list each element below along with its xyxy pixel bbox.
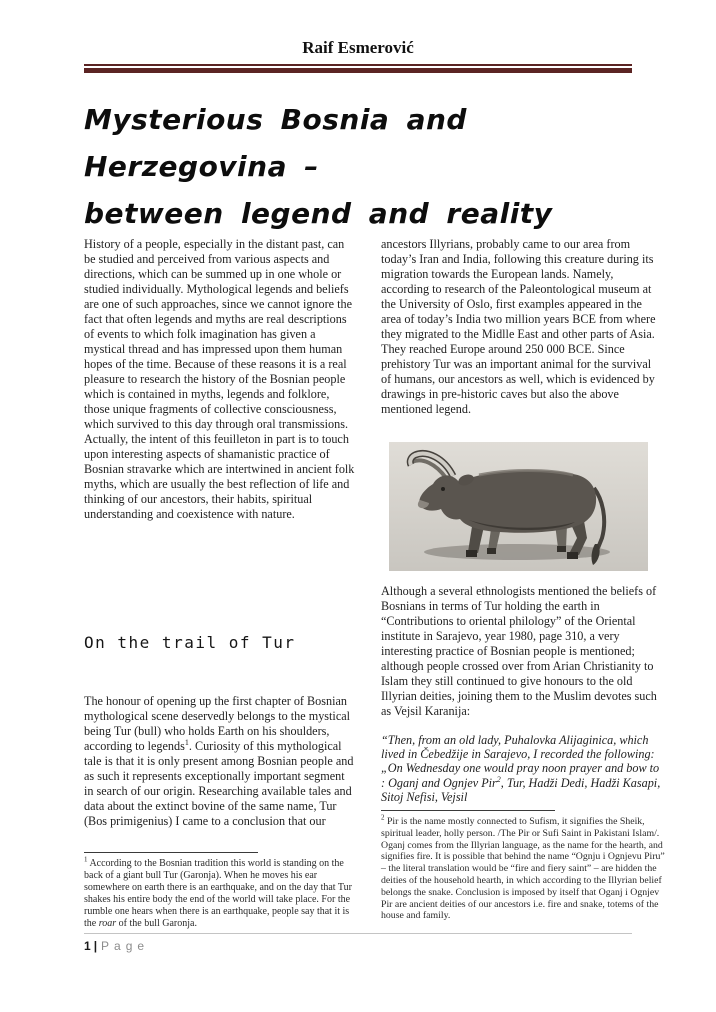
header-accent-rule [84, 64, 632, 73]
paragraph-text: . Curiosity of this mythological tale is that it is only present among Bosnian people and as such it represents exceptionally important segment in search of our origin. Researching available tales and data about the extinct bovine of the same name, Tur (Bos primigenius) I came to a conclusion that our [84, 739, 354, 828]
footnote-reference-1: 1 [184, 737, 189, 747]
footnote-1-marker: 1 [84, 855, 88, 864]
page-number: 1 [84, 939, 91, 953]
right-column-paragraph-1: ancestors Illyrians, probably came to our area from today’s Iran and India, following this creature during its migration towards the European lands. Namely, according to research of the Paleontological museum at the University of Oslo, first examples appeared in the area of today’s India two million years BCE from where they migrated to the Midlle East and other parts of Asia. They reached Europe around 250 000 BCE. Since prehistory Tur was an important animal for the survival of humans, our ancestors as well, which is evidenced by drawings in pre-historic caves but also the above mentioned legend. [381, 237, 656, 416]
right-column-paragraph-2: Although a several ethnologists mentioned the beliefs of Bosnians in terms of Tur holding the earth in “Contributions to oriental philology” of the Oriental institute in Sarajevo, year 1980, page 310, a very interesting practice of Bosnian people is mentioned; although people crossed over from Arian Christianity to Islam they still continued to give honours to the old Illyrian deities, joining them to the Muslim devotes such as Vejsil Karanija: [381, 584, 657, 718]
left-column-paragraph-2 [84, 694, 357, 829]
footer-separator: | [93, 939, 98, 953]
footnote-2 [381, 813, 665, 922]
document-title-line2: between legend and reality [84, 197, 553, 230]
footnote-separator-left [84, 852, 258, 853]
footnote-text: Pir is the name mostly connected to Sufism, it signifies the Sheik, spiritual leader, holly person. /The Pir or Sufi Saint in Pakistani Islam/. Oganj comes from the Illyrian language, as the name for the hearth, and signifies fire. It is possible that behind the name “Ognju i Ognjevu Piru” – the literal translation would be “fire and fiery saint” – are hidden the deities of the household hearth, in which according to the Illyrian belief belongs the snake. Conclusion is imposed by itself that Oganj i Ognjev Pir are ancient deities of our ancestors i.e. fire and snake, totems of the house and family. [381, 816, 665, 922]
section-heading-on-the-trail-of-tur: On the trail of Tur [84, 633, 296, 652]
left-column-paragraph-1: History of a people, especially in the distant past, can be studied and perceived from various aspects and directions, which can be summed up in one whole or studied individually. Mythological legends and beliefs are one of such approaches, since we cannot ignore the fact that often legends and myths are real descriptions of events to which folk imagination has given a mystical thread and has impressed upon them human hopes of the time. Because of these reasons it is a real pleasure to research the history of the Bosnian people which is contained in myths, legends and folklore, those unique fragments of collective consciousness, which survived to this day through oral transmissions. Actually, the intent of this feuilleton in part is to touch upon interesting aspects of shamanistic practice of Bosnian stravarke which are intertwined in ancient folk myths, which are usually the best reflection of life and thinking of our ancestors, their habits, spiritual understanding and coexistence with nature. [84, 237, 355, 521]
document-title-line1: Mysterious Bosnia and Herzegovina – [84, 103, 467, 183]
footnote-text: of the bull Garonja. [116, 918, 197, 929]
header-author: Raif Esmerović [302, 38, 414, 57]
footer-page-label: Page [101, 939, 150, 953]
quote-text: “Then, from an old lady, Puhalovka Alijaginica, which lived in Čebedžije in Sarajevo, I recorded the following: „On Wednesday one would pray noon prayer and bow to : Oganj and Ognjev Pir [381, 733, 660, 790]
page-number-footer [84, 939, 484, 953]
quote-text: , Tur, Hadži Dedi, Hadži Kasapi, Sitoj Nefisi, Vejsil [381, 775, 661, 804]
footnote-text: According to the Bosnian tradition this world is standing on the back of a giant bull Tur (Garonja). When he moves his ear somewhere on earth there is an earthquake, and on the day that Tur shakes his entire body the end of the world will take place. For the rumble one hears when there is an earthquake, people say that it is the [84, 858, 352, 929]
tur-bull-image [389, 442, 648, 571]
footnote-italic-word: roar [98, 918, 117, 929]
right-column-quotation [381, 733, 663, 804]
footnote-reference-2: 2 [496, 774, 501, 784]
footnote-1 [84, 855, 362, 930]
footnote-separator-right [381, 810, 555, 811]
footnote-2-marker: 2 [381, 813, 385, 822]
document-title [84, 96, 669, 237]
footer-rule [84, 933, 632, 934]
paragraph-text: The honour of opening up the first chapter of Bosnian mythological scene deservedly belongs to the mystical being Tur (bull) who holds Earth on his shoulders, according to legends [84, 694, 351, 753]
